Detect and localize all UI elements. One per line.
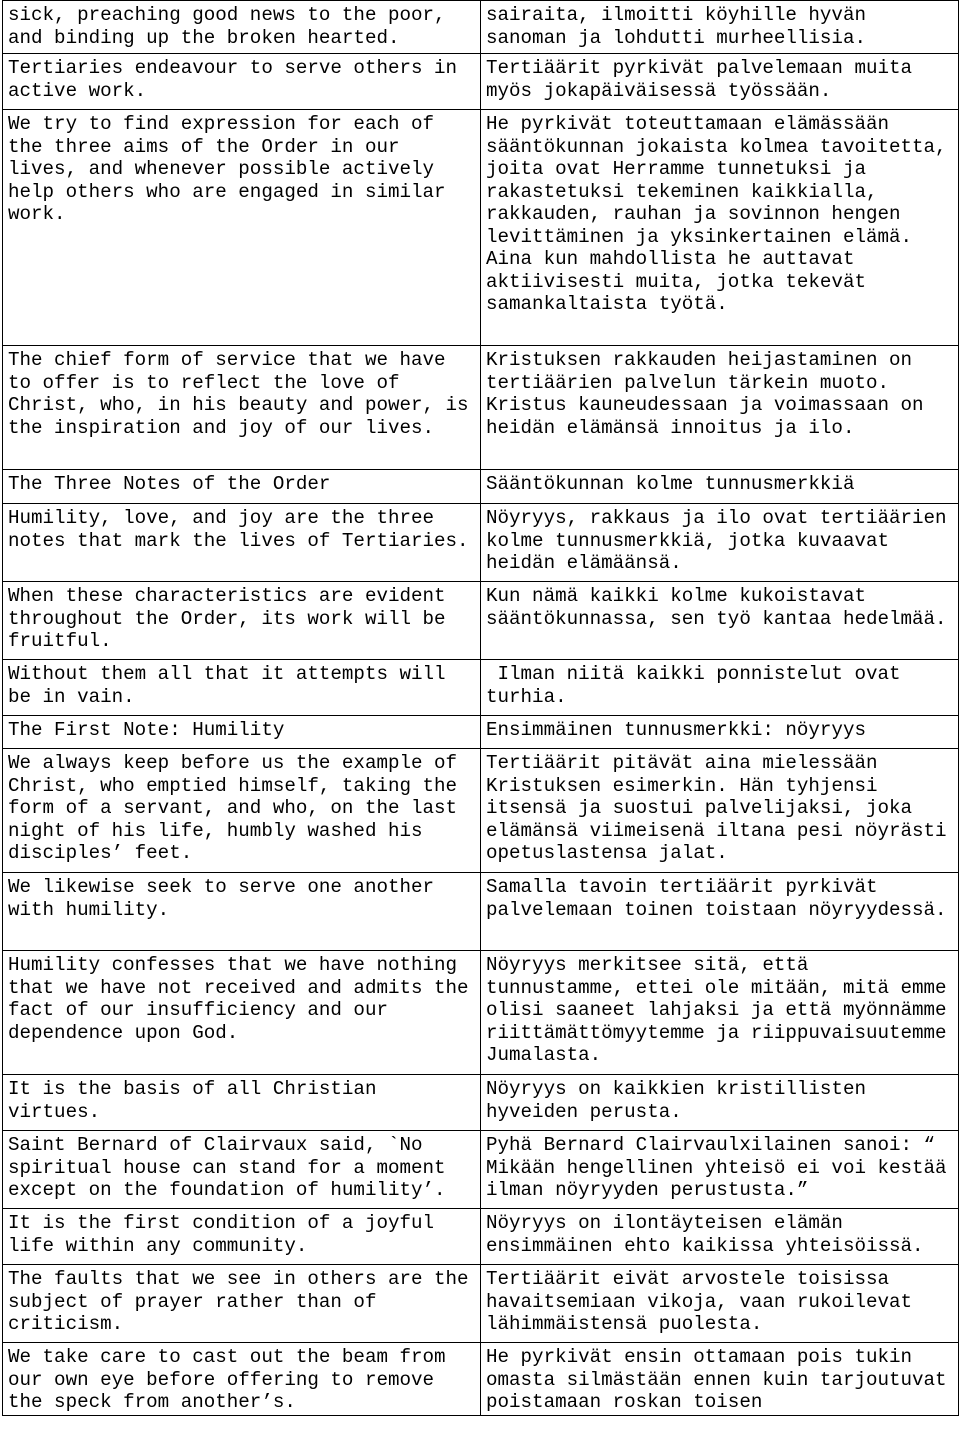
- finnish-cell: He pyrkivät toteuttamaan elämässään sääntökunnan jokaista kolmea tavoitetta, joita ovat Herramme tunnetuksi ja rakastetuksi tekeminen kaikkialla, rakkauden, rauhan ja sovinnon hengen levittäminen ja yksinkertainen elämä. Aina kun mahdollista he auttavat aktiivisesti muita, jotka tekevät samankaltaista työtä.: [481, 110, 959, 346]
- table-row: [3, 873, 959, 951]
- finnish-cell: Nöyryys merkitsee sitä, että tunnustamme, ettei ole mitään, mitä emme olisi saaneet lahjaksi ja että myönnämme riittämättömyytemme ja riippuvaisuutemme Jumalasta.: [481, 951, 959, 1075]
- section-heading-finnish: Ensimmäinen tunnusmerkki: nöyryys: [481, 716, 959, 749]
- table-body: [3, 1, 959, 1416]
- finnish-cell: He pyrkivät ensin ottamaan pois tukin omasta silmästään ennen kuin tarjoutuvat poistamaan roskan toisen: [481, 1343, 959, 1416]
- english-cell: Humility, love, and joy are the three notes that mark the lives of Tertiaries.: [3, 504, 481, 582]
- english-cell: We likewise seek to serve one another with humility.: [3, 873, 481, 951]
- table-row: [3, 346, 959, 470]
- english-cell: We take care to cast out the beam from our own eye before offering to remove the speck from another’s.: [3, 1343, 481, 1416]
- finnish-cell: sairaita, ilmoitti köyhille hyvän sanoman ja lohdutti murheellisia.: [481, 1, 959, 54]
- table-row: [3, 582, 959, 660]
- finnish-cell: Pyhä Bernard Clairvaulxilainen sanoi: “ Mikään hengellinen yhteisö ei voi kestää ilman nöyryyden perustusta.”: [481, 1131, 959, 1209]
- finnish-cell: Kun nämä kaikki kolme kukoistavat sääntökunnassa, sen työ kantaa hedelmää.: [481, 582, 959, 660]
- finnish-cell: Tertiäärit pitävät aina mielessään Kristuksen esimerkin. Hän tyhjensi itsensä ja suostui palvelijaksi, joka elämänsä viimeisenä iltana pesi nöyrästi opetuslastensa jalat.: [481, 749, 959, 873]
- english-cell: The faults that we see in others are the subject of prayer rather than of criticism.: [3, 1265, 481, 1343]
- finnish-cell: Nöyryys, rakkaus ja ilo ovat tertiäärien kolme tunnusmerkkiä, jotka kuvaavat heidän elämäänsä.: [481, 504, 959, 582]
- table-row: [3, 110, 959, 346]
- finnish-cell: Nöyryys on ilontäyteisen elämän ensimmäinen ehto kaikissa yhteisöissä.: [481, 1209, 959, 1265]
- english-cell: Humility confesses that we have nothing that we have not received and admits the fact of our insufficiency and our dependence upon God.: [3, 951, 481, 1075]
- english-cell: It is the first condition of a joyful life within any community.: [3, 1209, 481, 1265]
- table-row: [3, 504, 959, 582]
- section-heading-finnish: Sääntökunnan kolme tunnusmerkkiä: [481, 470, 959, 504]
- section-heading-english: The First Note: Humility: [3, 716, 481, 749]
- english-cell: We always keep before us the example of Christ, who emptied himself, taking the form of a servant, and who, on the last night of his life, humbly washed his disciples’ feet.: [3, 749, 481, 873]
- english-cell: The chief form of service that we have to offer is to reflect the love of Christ, who, in his beauty and power, is the inspiration and joy of our lives.: [3, 346, 481, 470]
- english-cell: Saint Bernard of Clairvaux said, `No spiritual house can stand for a moment except on the foundation of humility’.: [3, 1131, 481, 1209]
- english-cell: sick, preaching good news to the poor, and binding up the broken hearted.: [3, 1, 481, 54]
- finnish-cell: Samalla tavoin tertiäärit pyrkivät palvelemaan toinen toistaan nöyryydessä.: [481, 873, 959, 951]
- parallel-text-table: [2, 0, 959, 1416]
- section-heading-english: The Three Notes of the Order: [3, 470, 481, 504]
- table-row: [3, 716, 959, 749]
- finnish-cell: Tertiäärit pyrkivät palvelemaan muita myös jokapäiväisessä työssään.: [481, 54, 959, 110]
- table-row: [3, 660, 959, 716]
- finnish-cell: Nöyryys on kaikkien kristillisten hyveiden perusta.: [481, 1075, 959, 1131]
- finnish-cell: Ilman niitä kaikki ponnistelut ovat turhia.: [481, 660, 959, 716]
- english-cell: Tertiaries endeavour to serve others in active work.: [3, 54, 481, 110]
- english-cell: Without them all that it attempts will be in vain.: [3, 660, 481, 716]
- english-cell: When these characteristics are evident throughout the Order, its work will be fruitful.: [3, 582, 481, 660]
- table-row: [3, 1265, 959, 1343]
- table-row: [3, 470, 959, 504]
- finnish-cell: Tertiäärit eivät arvostele toisissa havaitsemiaan vikoja, vaan rukoilevat lähimmäistensä puolesta.: [481, 1265, 959, 1343]
- table-row: [3, 1131, 959, 1209]
- table-row: [3, 1075, 959, 1131]
- finnish-cell: Kristuksen rakkauden heijastaminen on tertiäärien palvelun tärkein muoto. Kristus kauneudessaan ja voimassaan on heidän elämänsä innoitus ja ilo.: [481, 346, 959, 470]
- table-row: [3, 54, 959, 110]
- table-row: [3, 951, 959, 1075]
- table-row: [3, 1209, 959, 1265]
- table-row: [3, 1343, 959, 1416]
- english-cell: We try to find expression for each of the three aims of the Order in our lives, and whenever possible actively help others who are engaged in similar work.: [3, 110, 481, 346]
- english-cell: It is the basis of all Christian virtues.: [3, 1075, 481, 1131]
- table-row: [3, 749, 959, 873]
- table-row: [3, 1, 959, 54]
